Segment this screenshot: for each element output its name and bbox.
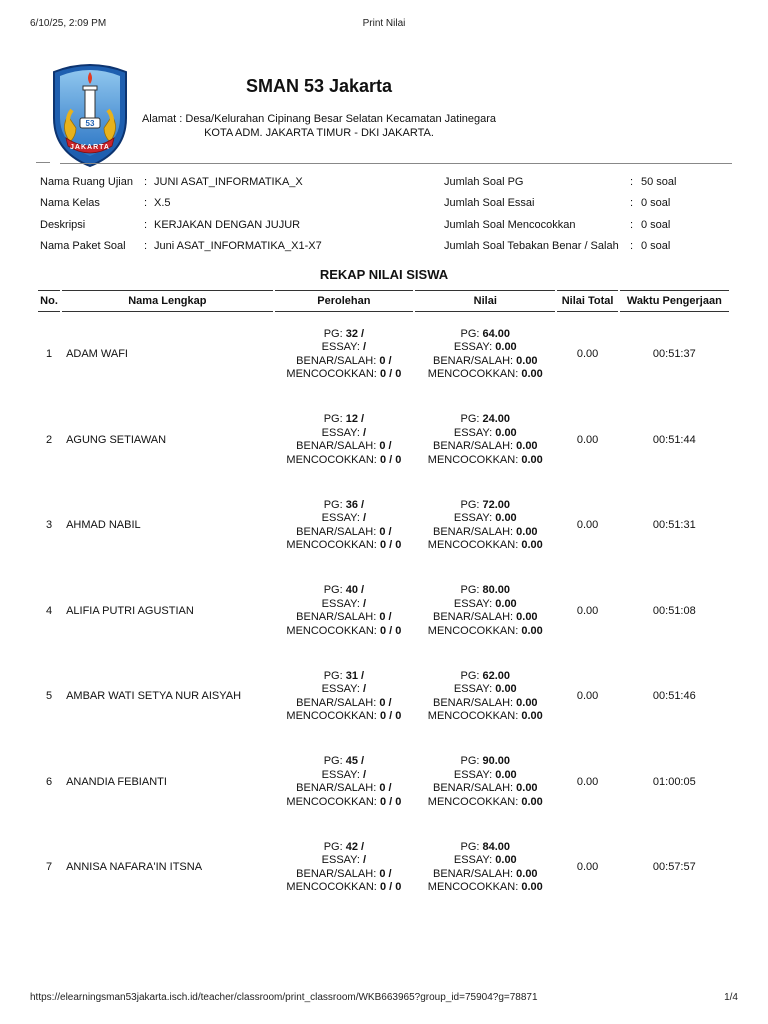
- metric-value: 0 /: [379, 525, 392, 538]
- metric-label: PG:: [460, 669, 480, 682]
- cell-waktu: 00:57:57: [652, 861, 696, 873]
- metric-value: 0.00: [521, 795, 543, 808]
- cell-nilai-mencocokkan: [415, 454, 555, 468]
- cell-nilai-benar-salah: [415, 611, 555, 625]
- cell-nilai-essay: [415, 683, 555, 697]
- metric-label: MENCOCOKKAN:: [286, 453, 377, 466]
- metric-value: 0.00: [521, 539, 543, 552]
- cell-perolehan-essay: [275, 341, 413, 355]
- metric-label: ESSAY:: [453, 683, 493, 696]
- cell-perolehan-pg: [275, 413, 413, 427]
- metric-value: 36 /: [345, 498, 365, 511]
- page-number: 1/4: [724, 992, 738, 1003]
- cell-perolehan-benar-salah: [275, 355, 413, 369]
- cell-nilai: [415, 654, 555, 740]
- metric-value: 0.00: [521, 453, 543, 466]
- cell-nilai: [415, 740, 555, 826]
- cell-waktu: 00:51:31: [652, 519, 696, 531]
- cell-waktu: 00:51:46: [652, 690, 696, 702]
- metric-value: 31 /: [345, 669, 365, 682]
- metric-label: MENCOCOKKAN:: [286, 881, 377, 894]
- cell-nilai-benar-salah: [415, 697, 555, 711]
- info-separator: :: [630, 239, 634, 252]
- cell-perolehan-benar-salah: [275, 440, 413, 454]
- metric-value: 24.00: [482, 413, 511, 426]
- cell-name: ALIFIA PUTRI AGUSTIAN: [66, 604, 194, 617]
- metric-label: BENAR/SALAH:: [432, 696, 514, 709]
- metric-label: BENAR/SALAH:: [432, 611, 514, 624]
- metric-label: MENCOCOKKAN:: [286, 368, 377, 381]
- info-label: Nama Kelas: [40, 197, 100, 210]
- metric-value: 0.00: [516, 611, 538, 624]
- table-row: [38, 825, 729, 911]
- cell-nilai-pg: [415, 413, 555, 427]
- cell-name: AHMAD NABIL: [66, 519, 141, 531]
- metric-value: 0 /: [379, 611, 392, 624]
- cell-nilai-mencocokkan: [415, 796, 555, 810]
- metric-value: 72.00: [482, 498, 511, 511]
- cell-nilai-benar-salah: [415, 440, 555, 454]
- cell-nilai-essay: [415, 427, 555, 441]
- info-separator: :: [144, 218, 148, 231]
- metric-value: 90.00: [482, 755, 511, 768]
- metric-label: BENAR/SALAH:: [296, 696, 377, 709]
- metric-label: ESSAY:: [321, 597, 360, 610]
- table-header-row: [38, 290, 729, 312]
- cell-perolehan: [275, 825, 413, 911]
- cell-nilai: [415, 569, 555, 655]
- info-label: Nama Ruang Ujian: [40, 176, 133, 188]
- metric-value: 45 /: [345, 755, 365, 768]
- table-row: [38, 312, 729, 398]
- metric-label: PG:: [460, 413, 480, 426]
- metric-label: ESSAY:: [321, 768, 360, 781]
- metric-label: MENCOCOKKAN:: [427, 368, 519, 381]
- rekap-title: REKAP NILAI SISWA: [319, 267, 449, 282]
- metric-label: ESSAY:: [453, 768, 493, 781]
- metric-value: 0.00: [516, 440, 538, 453]
- cell-no: 2: [45, 433, 53, 446]
- metric-label: MENCOCOKKAN:: [286, 539, 377, 552]
- cell-nilai-essay: [415, 598, 555, 612]
- cell-waktu: 00:51:44: [652, 433, 696, 446]
- metric-value: 84.00: [482, 840, 511, 853]
- metric-value: 0.00: [495, 768, 517, 781]
- cell-perolehan-mencocokkan: [275, 539, 413, 553]
- metric-label: MENCOCOKKAN:: [427, 453, 519, 466]
- metric-label: PG:: [460, 498, 480, 511]
- metric-value: 0.00: [495, 426, 517, 439]
- info-label: Nama Paket Soal: [40, 239, 126, 252]
- metric-label: MENCOCOKKAN:: [286, 795, 377, 808]
- cell-perolehan-essay: [275, 854, 413, 868]
- cell-nilai-pg: [415, 755, 555, 769]
- info-value: 0 soal: [641, 218, 671, 231]
- metric-value: 0.00: [521, 710, 543, 723]
- metric-label: PG:: [323, 755, 343, 768]
- cell-nilai-essay: [415, 341, 555, 355]
- header-name: Nama Lengkap: [62, 290, 273, 312]
- metric-label: BENAR/SALAH:: [296, 525, 377, 538]
- cell-perolehan-essay: [275, 598, 413, 612]
- header-no: No.: [38, 290, 60, 312]
- metric-label: BENAR/SALAH:: [296, 867, 377, 880]
- info-label: Jumlah Soal Tebakan Benar / Salah: [444, 239, 619, 252]
- cell-no: 6: [45, 775, 53, 788]
- metric-label: BENAR/SALAH:: [432, 867, 514, 880]
- info-label: Jumlah Soal Mencocokkan: [444, 218, 576, 231]
- metric-value: 0.00: [521, 881, 543, 894]
- cell-nilai-pg: [415, 328, 555, 342]
- metric-value: 80.00: [482, 584, 511, 597]
- cell-nilai-mencocokkan: [415, 881, 555, 895]
- results-table: [36, 290, 731, 911]
- metric-label: PG:: [323, 327, 343, 340]
- info-row: [40, 176, 740, 197]
- header-divider-short: [36, 162, 50, 163]
- cell-perolehan-mencocokkan: [275, 368, 413, 382]
- table-row: [38, 483, 729, 569]
- address-line-2: KOTA ADM. JAKARTA TIMUR - DKI JAKARTA.: [204, 127, 434, 139]
- metric-label: PG:: [460, 755, 480, 768]
- cell-nilai-pg: [415, 584, 555, 598]
- info-value: JUNI ASAT_INFORMATIKA_X: [154, 176, 303, 188]
- cell-name: ANNISA NAFARA'IN ITSNA: [66, 861, 203, 873]
- cell-nilai: [415, 483, 555, 569]
- metric-value: 40 /: [345, 584, 365, 597]
- info-value: X.5: [154, 197, 171, 210]
- header-nilai: Nilai: [415, 290, 555, 312]
- cell-total: 0.00: [576, 519, 599, 531]
- cell-perolehan: [275, 740, 413, 826]
- cell-nilai: [415, 398, 555, 484]
- info-value: 50 soal: [641, 176, 677, 188]
- cell-nilai-mencocokkan: [415, 368, 555, 382]
- metric-label: MENCOCOKKAN:: [286, 624, 377, 637]
- cell-perolehan-mencocokkan: [275, 454, 413, 468]
- exam-info: [40, 176, 740, 261]
- school-logo-icon: [46, 58, 134, 170]
- info-label: Jumlah Soal Essai: [444, 197, 535, 210]
- cell-total: 0.00: [576, 861, 599, 873]
- cell-name: AGUNG SETIAWAN: [66, 433, 167, 446]
- metric-value: 42 /: [345, 840, 365, 853]
- metric-value: 0 / 0: [379, 368, 402, 381]
- metric-label: ESSAY:: [321, 426, 360, 439]
- logo-number: 53: [85, 119, 95, 128]
- info-separator: :: [144, 239, 148, 252]
- table-row: [38, 740, 729, 826]
- cell-perolehan: [275, 569, 413, 655]
- cell-perolehan-pg: [275, 755, 413, 769]
- metric-value: /: [363, 683, 367, 696]
- cell-perolehan-essay: [275, 512, 413, 526]
- cell-perolehan-essay: [275, 683, 413, 697]
- cell-nilai: [415, 825, 555, 911]
- info-separator: :: [630, 197, 634, 210]
- metric-value: 0.00: [495, 597, 517, 610]
- cell-perolehan: [275, 654, 413, 740]
- metric-value: 0.00: [516, 696, 538, 709]
- metric-label: MENCOCOKKAN:: [286, 710, 377, 723]
- metric-value: 0 /: [379, 867, 392, 880]
- info-separator: :: [144, 197, 148, 210]
- header-divider: [60, 163, 732, 164]
- cell-perolehan-pg: [275, 328, 413, 342]
- cell-perolehan: [275, 312, 413, 398]
- cell-waktu: 00:51:08: [652, 604, 696, 617]
- cell-perolehan-benar-salah: [275, 782, 413, 796]
- metric-label: ESSAY:: [453, 341, 493, 354]
- cell-nilai-benar-salah: [415, 355, 555, 369]
- cell-total: 0.00: [576, 690, 599, 702]
- cell-perolehan: [275, 483, 413, 569]
- metric-value: 0 / 0: [379, 881, 402, 894]
- metric-value: 0 /: [379, 696, 392, 709]
- cell-nilai-pg: [415, 499, 555, 513]
- metric-value: 62.00: [482, 669, 511, 682]
- metric-value: 0 / 0: [379, 539, 402, 552]
- info-separator: :: [144, 176, 148, 188]
- print-url: https://elearningsman53jakarta.isch.id/teacher/classroom/print_classroom/WKB663965?group_id=75904?g=78871: [30, 992, 538, 1003]
- metric-label: BENAR/SALAH:: [432, 354, 514, 367]
- metric-value: /: [363, 512, 367, 525]
- metric-value: 0 / 0: [379, 624, 402, 637]
- info-separator: :: [630, 218, 634, 231]
- logo-text: JAKARTA: [70, 144, 110, 151]
- cell-nilai-benar-salah: [415, 868, 555, 882]
- cell-perolehan-benar-salah: [275, 526, 413, 540]
- metric-label: BENAR/SALAH:: [296, 440, 377, 453]
- cell-no: 5: [45, 690, 53, 702]
- metric-label: ESSAY:: [321, 512, 360, 525]
- metric-label: PG:: [323, 498, 343, 511]
- cell-perolehan-pg: [275, 499, 413, 513]
- metric-value: 0 /: [379, 440, 392, 453]
- cell-nilai-essay: [415, 769, 555, 783]
- info-value: KERJAKAN DENGAN JUJUR: [154, 218, 301, 231]
- metric-value: 0.00: [516, 782, 538, 795]
- metric-value: 0.00: [516, 867, 538, 880]
- cell-perolehan: [275, 398, 413, 484]
- cell-perolehan-essay: [275, 769, 413, 783]
- metric-label: MENCOCOKKAN:: [427, 539, 519, 552]
- metric-label: PG:: [323, 584, 343, 597]
- table-row: [38, 398, 729, 484]
- info-value: Juni ASAT_INFORMATIKA_X1-X7: [154, 239, 322, 252]
- cell-nilai-pg: [415, 670, 555, 684]
- cell-nilai-essay: [415, 854, 555, 868]
- cell-perolehan-pg: [275, 841, 413, 855]
- metric-label: ESSAY:: [453, 597, 493, 610]
- metric-label: MENCOCOKKAN:: [427, 881, 519, 894]
- info-separator: :: [630, 176, 634, 188]
- metric-label: ESSAY:: [321, 683, 360, 696]
- cell-nilai-mencocokkan: [415, 625, 555, 639]
- metric-value: /: [363, 597, 367, 610]
- cell-total: 0.00: [576, 433, 599, 446]
- info-row: [40, 219, 740, 240]
- metric-label: MENCOCOKKAN:: [427, 624, 519, 637]
- cell-waktu: 00:51:37: [652, 348, 696, 360]
- metric-label: BENAR/SALAH:: [296, 782, 377, 795]
- metric-label: ESSAY:: [453, 854, 493, 867]
- cell-nilai-pg: [415, 841, 555, 855]
- metric-label: BENAR/SALAH:: [432, 525, 514, 538]
- print-datetime: 6/10/25, 2:09 PM: [30, 18, 107, 29]
- print-header: [30, 18, 738, 32]
- metric-label: PG:: [323, 840, 343, 853]
- table-row: [38, 569, 729, 655]
- metric-value: /: [363, 768, 367, 781]
- cell-no: 4: [45, 604, 53, 617]
- metric-label: ESSAY:: [321, 341, 360, 354]
- header-nilai-total: Nilai Total: [557, 290, 617, 312]
- metric-label: BENAR/SALAH:: [432, 782, 514, 795]
- metric-value: 0.00: [521, 624, 543, 637]
- header-perolehan: Perolehan: [275, 290, 413, 312]
- metric-label: MENCOCOKKAN:: [427, 710, 519, 723]
- metric-value: 0 / 0: [379, 453, 402, 466]
- cell-perolehan-essay: [275, 427, 413, 441]
- cell-perolehan-benar-salah: [275, 697, 413, 711]
- metric-label: ESSAY:: [321, 854, 360, 867]
- cell-perolehan-mencocokkan: [275, 796, 413, 810]
- metric-value: 12 /: [345, 413, 365, 426]
- info-label: Jumlah Soal PG: [444, 176, 524, 188]
- metric-value: 0 / 0: [379, 710, 402, 723]
- school-address: [136, 112, 502, 140]
- metric-label: ESSAY:: [453, 426, 493, 439]
- cell-perolehan-pg: [275, 584, 413, 598]
- print-footer: [30, 992, 738, 1006]
- cell-perolehan-pg: [275, 670, 413, 684]
- cell-nilai-benar-salah: [415, 526, 555, 540]
- cell-nilai-mencocokkan: [415, 539, 555, 553]
- metric-value: 0.00: [495, 341, 517, 354]
- metric-value: 0.00: [521, 368, 543, 381]
- metric-value: 0.00: [516, 525, 538, 538]
- info-value: 0 soal: [641, 239, 671, 252]
- metric-label: BENAR/SALAH:: [296, 611, 377, 624]
- header-waktu: Waktu Pengerjaan: [620, 290, 729, 312]
- metric-label: PG:: [323, 669, 343, 682]
- cell-name: ANANDIA FEBIANTI: [66, 775, 167, 788]
- info-value: 0 soal: [641, 197, 671, 210]
- cell-nilai-mencocokkan: [415, 710, 555, 724]
- cell-name: ADAM WAFI: [66, 348, 128, 360]
- metric-value: /: [363, 426, 367, 439]
- metric-label: BENAR/SALAH:: [296, 354, 377, 367]
- metric-value: 32 /: [345, 327, 365, 340]
- info-label: Deskripsi: [40, 218, 86, 231]
- info-row: [40, 240, 740, 261]
- metric-value: 0 / 0: [379, 795, 402, 808]
- metric-label: BENAR/SALAH:: [432, 440, 514, 453]
- metric-label: PG:: [460, 584, 480, 597]
- address-line-1: Alamat : Desa/Kelurahan Cipinang Besar Selatan Kecamatan Jatinegara: [141, 113, 497, 125]
- cell-perolehan-mencocokkan: [275, 881, 413, 895]
- metric-value: 0.00: [495, 683, 517, 696]
- cell-perolehan-benar-salah: [275, 868, 413, 882]
- metric-label: PG:: [323, 413, 343, 426]
- table-row: [38, 654, 729, 740]
- metric-label: PG:: [460, 840, 480, 853]
- cell-no: 3: [45, 519, 53, 531]
- print-title: Print Nilai: [362, 18, 406, 29]
- metric-value: 0 /: [379, 782, 392, 795]
- metric-value: /: [363, 341, 367, 354]
- cell-waktu: 01:00:05: [652, 775, 696, 788]
- cell-nilai-essay: [415, 512, 555, 526]
- info-row: [40, 197, 740, 218]
- metric-value: /: [363, 854, 367, 867]
- cell-no: 1: [45, 348, 53, 360]
- cell-name: AMBAR WATI SETYA NUR AISYAH: [66, 690, 242, 702]
- cell-total: 0.00: [576, 775, 599, 788]
- metric-value: 0.00: [495, 512, 517, 525]
- cell-total: 0.00: [576, 604, 599, 617]
- cell-no: 7: [45, 861, 53, 873]
- cell-perolehan-mencocokkan: [275, 625, 413, 639]
- cell-perolehan-mencocokkan: [275, 710, 413, 724]
- metric-label: PG:: [460, 327, 480, 340]
- cell-nilai-benar-salah: [415, 782, 555, 796]
- cell-total: 0.00: [576, 348, 599, 360]
- metric-label: ESSAY:: [453, 512, 493, 525]
- cell-nilai: [415, 312, 555, 398]
- metric-value: 0 /: [379, 354, 392, 367]
- metric-value: 64.00: [482, 327, 511, 340]
- metric-value: 0.00: [495, 854, 517, 867]
- school-name: SMAN 53 Jakarta: [245, 76, 393, 96]
- metric-value: 0.00: [516, 354, 538, 367]
- cell-perolehan-benar-salah: [275, 611, 413, 625]
- metric-label: MENCOCOKKAN:: [427, 795, 519, 808]
